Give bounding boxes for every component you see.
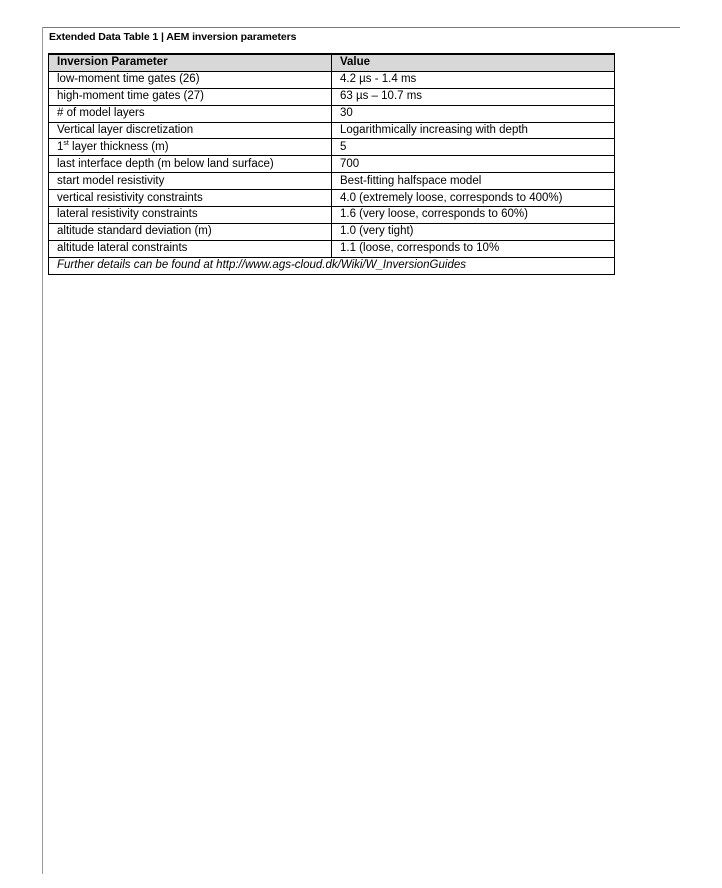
table-row [49, 173, 615, 190]
parameter-cell: vertical resistivity constraints [49, 190, 332, 207]
table-footnote: Further details can be found at http://www.ags-cloud.dk/Wiki/W_InversionGuides [49, 257, 615, 274]
header-value: Value [332, 54, 615, 71]
table-row [49, 190, 615, 207]
value-cell: 5 [332, 139, 615, 156]
table-header-row [49, 54, 615, 71]
parameter-cell: altitude standard deviation (m) [49, 223, 332, 240]
table-row [49, 156, 615, 173]
table-row [49, 71, 615, 88]
table-row [49, 122, 615, 139]
value-cell: Best-fitting halfspace model [332, 173, 615, 190]
value-cell: 1.1 (loose, corresponds to 10% [332, 240, 615, 257]
value-cell: 700 [332, 156, 615, 173]
parameter-cell: high-moment time gates (27) [49, 88, 332, 105]
table-row [49, 88, 615, 105]
value-cell: 30 [332, 105, 615, 122]
table-row [49, 105, 615, 122]
header-parameter: Inversion Parameter [49, 54, 332, 71]
table-caption: Extended Data Table 1 | AEM inversion parameters [49, 31, 297, 43]
page-left-rule [42, 27, 43, 874]
table-row [49, 223, 615, 240]
parameter-cell: low-moment time gates (26) [49, 71, 332, 88]
parameter-cell: Vertical layer discretization [49, 122, 332, 139]
parameter-cell: altitude lateral constraints [49, 240, 332, 257]
table-row [49, 240, 615, 257]
table-row [49, 207, 615, 224]
parameter-cell: lateral resistivity constraints [49, 207, 332, 224]
table-footnote-row [49, 257, 615, 274]
value-cell: 1.6 (very loose, corresponds to 60%) [332, 207, 615, 224]
inversion-parameters-table [48, 53, 615, 275]
parameter-cell: start model resistivity [49, 173, 332, 190]
value-cell: 4.2 µs - 1.4 ms [332, 71, 615, 88]
table-row [49, 139, 615, 156]
value-cell: 63 µs – 10.7 ms [332, 88, 615, 105]
parameter-cell: last interface depth (m below land surface) [49, 156, 332, 173]
value-cell: Logarithmically increasing with depth [332, 122, 615, 139]
parameter-cell [49, 139, 332, 156]
page-top-rule [42, 27, 680, 28]
ordinal-suffix: st [63, 140, 69, 148]
value-cell: 1.0 (very tight) [332, 223, 615, 240]
value-cell: 4.0 (extremely loose, corresponds to 400%) [332, 190, 615, 207]
ordinal-number: 1 [57, 140, 64, 153]
parameter-cell: # of model layers [49, 105, 332, 122]
parameter-text: layer thickness (m) [68, 140, 169, 153]
